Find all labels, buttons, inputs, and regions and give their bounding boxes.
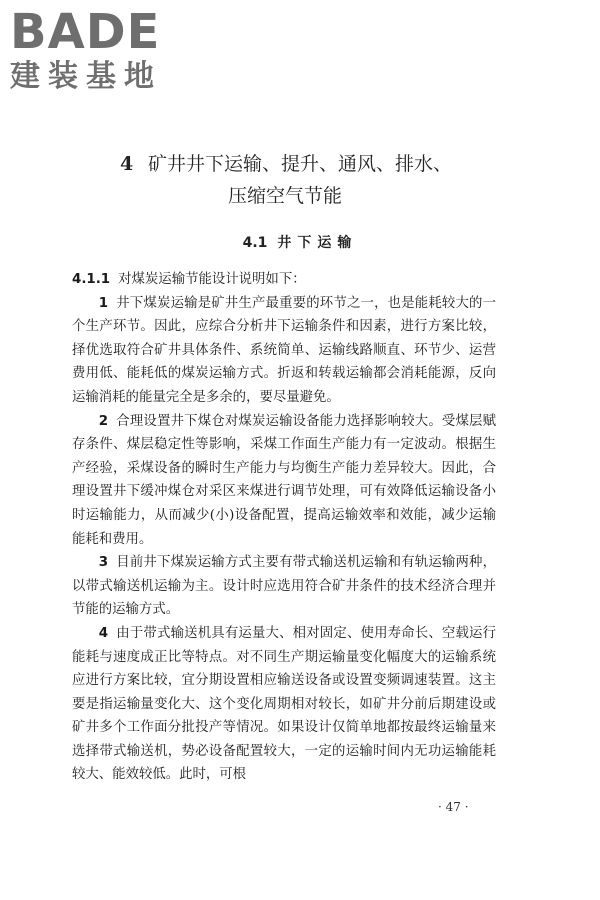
paragraph-number: 2 xyxy=(98,413,109,429)
paragraph-number: 3 xyxy=(98,555,109,571)
paragraph xyxy=(72,410,496,552)
chapter-title-line2: 压缩空气节能 xyxy=(228,185,343,207)
paragraph xyxy=(72,292,496,410)
section-title-text: 井下运输 xyxy=(277,235,358,251)
paragraph-text: 井下煤炭运输是矿井生产最重要的环节之一，也是能耗较大的一个生产环节。因此，应综合分析井下运输条件和因素，进行方案比较，择优选取符合矿井具体条件、系统简单、运输线路顺直、环节少、运营费用低、能耗低的煤炭运输方式。折返和转载运输都会消耗能源，反向运输消耗的能量完全是多余的，要尽量避免。 xyxy=(72,295,496,405)
paragraph xyxy=(72,622,496,787)
section-title xyxy=(0,232,600,252)
chapter-title-line1: 矿井井下运输、提升、通风、排水、 xyxy=(148,153,453,175)
chapter-title xyxy=(120,148,500,212)
body-text xyxy=(72,268,496,787)
section-number: 4.1 xyxy=(242,235,268,251)
paragraph-number: 4 xyxy=(98,625,109,641)
paragraph xyxy=(72,551,496,622)
paragraph-text: 目前井下煤炭运输方式主要有带式输送机运输和有轨运输两种，以带式输送机运输为主。设计时应选用符合矿井条件的技术经济合理并节能的运输方式。 xyxy=(72,555,496,618)
logo-subtitle: 建装基地 xyxy=(10,59,162,94)
paragraph-text: 合理设置井下煤仓对煤炭运输设备能力选择影响较大。受煤层赋存条件、煤层稳定性等影响，采煤工作面生产能力有一定波动。根据生产经验，采煤设备的瞬时生产能力与均衡生产能力差异较大。因此，合理设置井下缓冲煤仓对采区来煤进行调节处理，可有效降低运输设备小时运输能力，从而减少(小)设备配置，提高运输效率和效能，减少运输能耗和费用。 xyxy=(72,413,496,547)
paragraph-number: 1 xyxy=(98,295,109,311)
clause-text: 对煤炭运输节能设计说明如下： xyxy=(118,272,306,287)
paragraph-text: 由于带式输送机具有运量大、相对固定、使用寿命长、空载运行能耗与速度成正比等特点。对不同生产期运输量变化幅度大的运输系统应进行方案比较，宜分期设置相应输送设备或设置变频调速装置。这主要是指运输量变化大、这个变化周期相对较长，如矿井分前后期建设或矿井多个工作面分批投产等情况。如果设计仅简单地都按最终运输量来选择带式输送机，势必设备配置较大，一定的运输时间内无功运输能耗较大、能效较低。此时，可根 xyxy=(72,625,496,783)
chapter-number: 4 xyxy=(120,153,134,175)
logo-brand: BADE xyxy=(10,4,161,60)
page-number: · 47 · xyxy=(438,800,469,814)
logo xyxy=(6,4,176,94)
clause-number: 4.1.1 xyxy=(72,272,111,287)
clause xyxy=(72,268,496,292)
